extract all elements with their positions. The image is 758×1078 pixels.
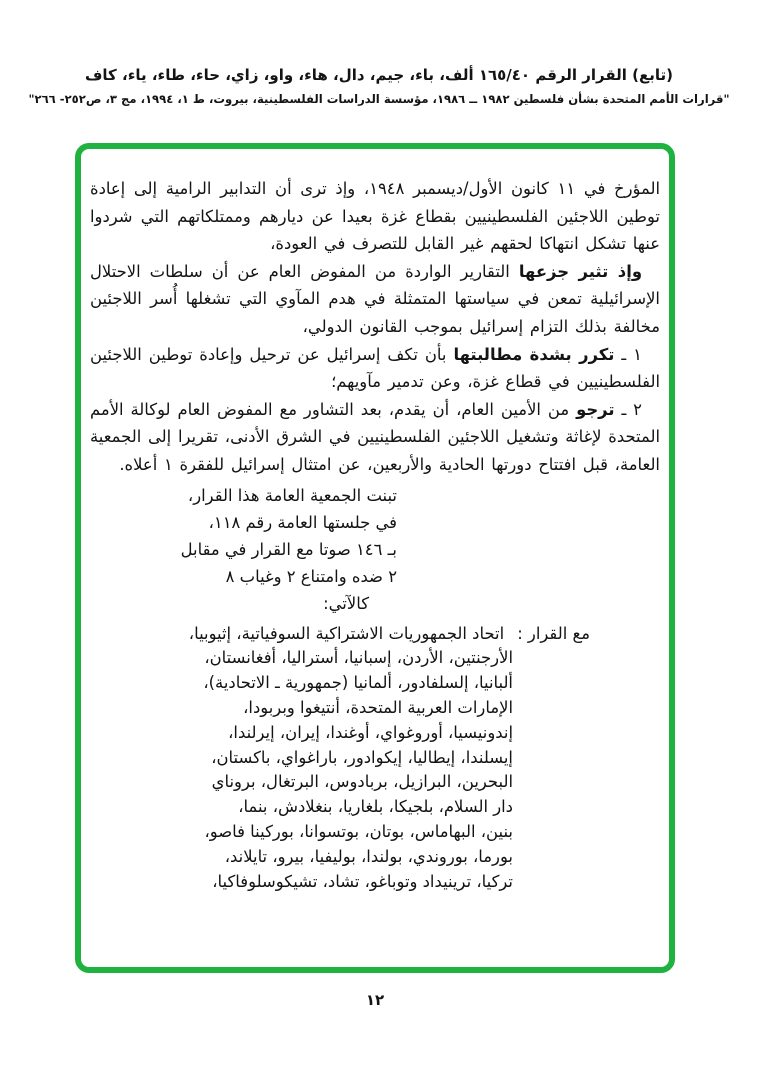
adoption-line: بـ ١٤٦ صوتا مع القرار في مقابل <box>180 539 397 559</box>
frame-content <box>81 149 669 894</box>
paragraph-prefix: ٢ ـ <box>614 399 642 419</box>
paragraph-operative-2 <box>90 396 660 479</box>
page-header <box>0 66 758 106</box>
country-line: ألبانيا، إلسلفادور، ألمانيا (جمهورية ـ الاتحادية)، <box>203 673 513 693</box>
green-border-frame <box>75 143 675 973</box>
adoption-line: ٢ ضده وامتناع ٢ وغياب ٨ <box>225 566 397 586</box>
country-line: بنين، البهاماس، بوتان، بوتسوانا، بوركينا فاصو، <box>204 821 513 841</box>
paragraph-prefix: ١ ـ <box>614 344 642 364</box>
country-line: الإمارات العربية المتحدة، أنتيغوا وبربودا، <box>243 697 513 717</box>
paragraph-text: المؤرخ في ١١ كانون الأول/ديسمبر ١٩٤٨، وإذ ترى أن التدابير الرامية إلى إعادة توطين اللاجئين الفلسطينيين بقطاع غزة بعيدا عن ديارهم وممتلكاتهم التي شردوا عنها تشكل انتهاكا لحقهم غير القابل للتصرف في العودة، <box>90 179 660 254</box>
adoption-line: كالآتي: <box>323 593 369 613</box>
paragraph-lead: ترجو <box>576 399 615 419</box>
paragraph-preamble-1 <box>90 175 660 258</box>
vote-with-label: مع القرار : <box>517 623 590 643</box>
paragraph-preamble-2 <box>90 258 660 341</box>
source-citation: "قرارات الأمم المتحدة بشأن فلسطين ١٩٨٢ ــ ١٩٨٦، مؤسسة الدراسات الفلسطينية، بيروت، ط ١، ١٩٩٤، مج ٣، ص٢٥٢- ٢٦٦" <box>28 92 730 106</box>
country-line: إندونيسيا، أوروغواي، أوغندا، إيران، إيرلندا، <box>228 722 513 742</box>
country-line: البحرين، البرازيل، بربادوس، البرتغال، بروناي <box>211 772 513 792</box>
country-line: دار السلام، بلجيكا، بلغاريا، بنغلادش، بنما، <box>238 797 513 817</box>
paragraph-lead: تكرر بشدة مطالبتها <box>453 344 615 364</box>
vote-with-first-countries: اتحاد الجمهوريات الاشتراكية السوفياتية، إثيوبيا، <box>188 623 505 643</box>
resolution-title: (تابع) القرار الرقم ١٦٥/٤٠ ألف، باء، جيم، دال، هاء، واو، زاي، حاء، طاء، ياء، كاف <box>85 66 673 84</box>
adoption-line: تبنت الجمعية العامة هذا القرار، <box>187 485 397 505</box>
resolution-body <box>90 175 660 479</box>
country-line: تركيا، ترينيداد وتوباغو، تشاد، تشيكوسلوفاكيا، <box>212 871 513 891</box>
country-line: إيسلندا، إيطاليا، إيكوادور، باراغواي، باكستان، <box>211 747 513 767</box>
paragraph-text: من الأمين العام، أن يقدم، بعد التشاور مع المفوض العام لوكالة الأمم المتحدة لإغاثة وتشغيل اللاجئين الفلسطينيين في الشرق الأدنى، تقريرا إلى الجمعية العامة، قبل افتتاح دورتها الحادية والأربعين، عن امتثال إسرائيل للفقرة ١ أعلاه. <box>90 399 660 474</box>
vote-record <box>90 622 590 895</box>
vote-with-line <box>90 622 590 647</box>
paragraph-text: التقارير الواردة من المفوض العام عن أن سلطات الاحتلال الإسرائيلية تمعن في سياستها المتمثلة في هدم المآوي التي تشغلها أُسر اللاجئين مخالفة بذلك التزام إسرائيل بموجب القانون الدولي، <box>90 261 660 336</box>
country-line: الأرجنتين، الأردن، إسبانيا، أستراليا، أفغانستان، <box>204 648 513 668</box>
paragraph-operative-1 <box>90 341 660 396</box>
paragraph-text: بأن تكف إسرائيل عن ترحيل وإعادة توطين اللاجئين الفلسطينيين في قطاع غزة، وعن تدمير مآويهم؛ <box>90 344 660 392</box>
adoption-note <box>181 482 397 617</box>
country-line: بورما، بوروندي، بولندا، بوليفيا، بيرو، تايلاند، <box>224 846 513 866</box>
adoption-line: في جلستها العامة رقم ١١٨، <box>208 512 397 532</box>
page-number: ١٢ <box>365 991 385 1009</box>
paragraph-lead: وإذ تثير جزعها <box>518 261 643 281</box>
